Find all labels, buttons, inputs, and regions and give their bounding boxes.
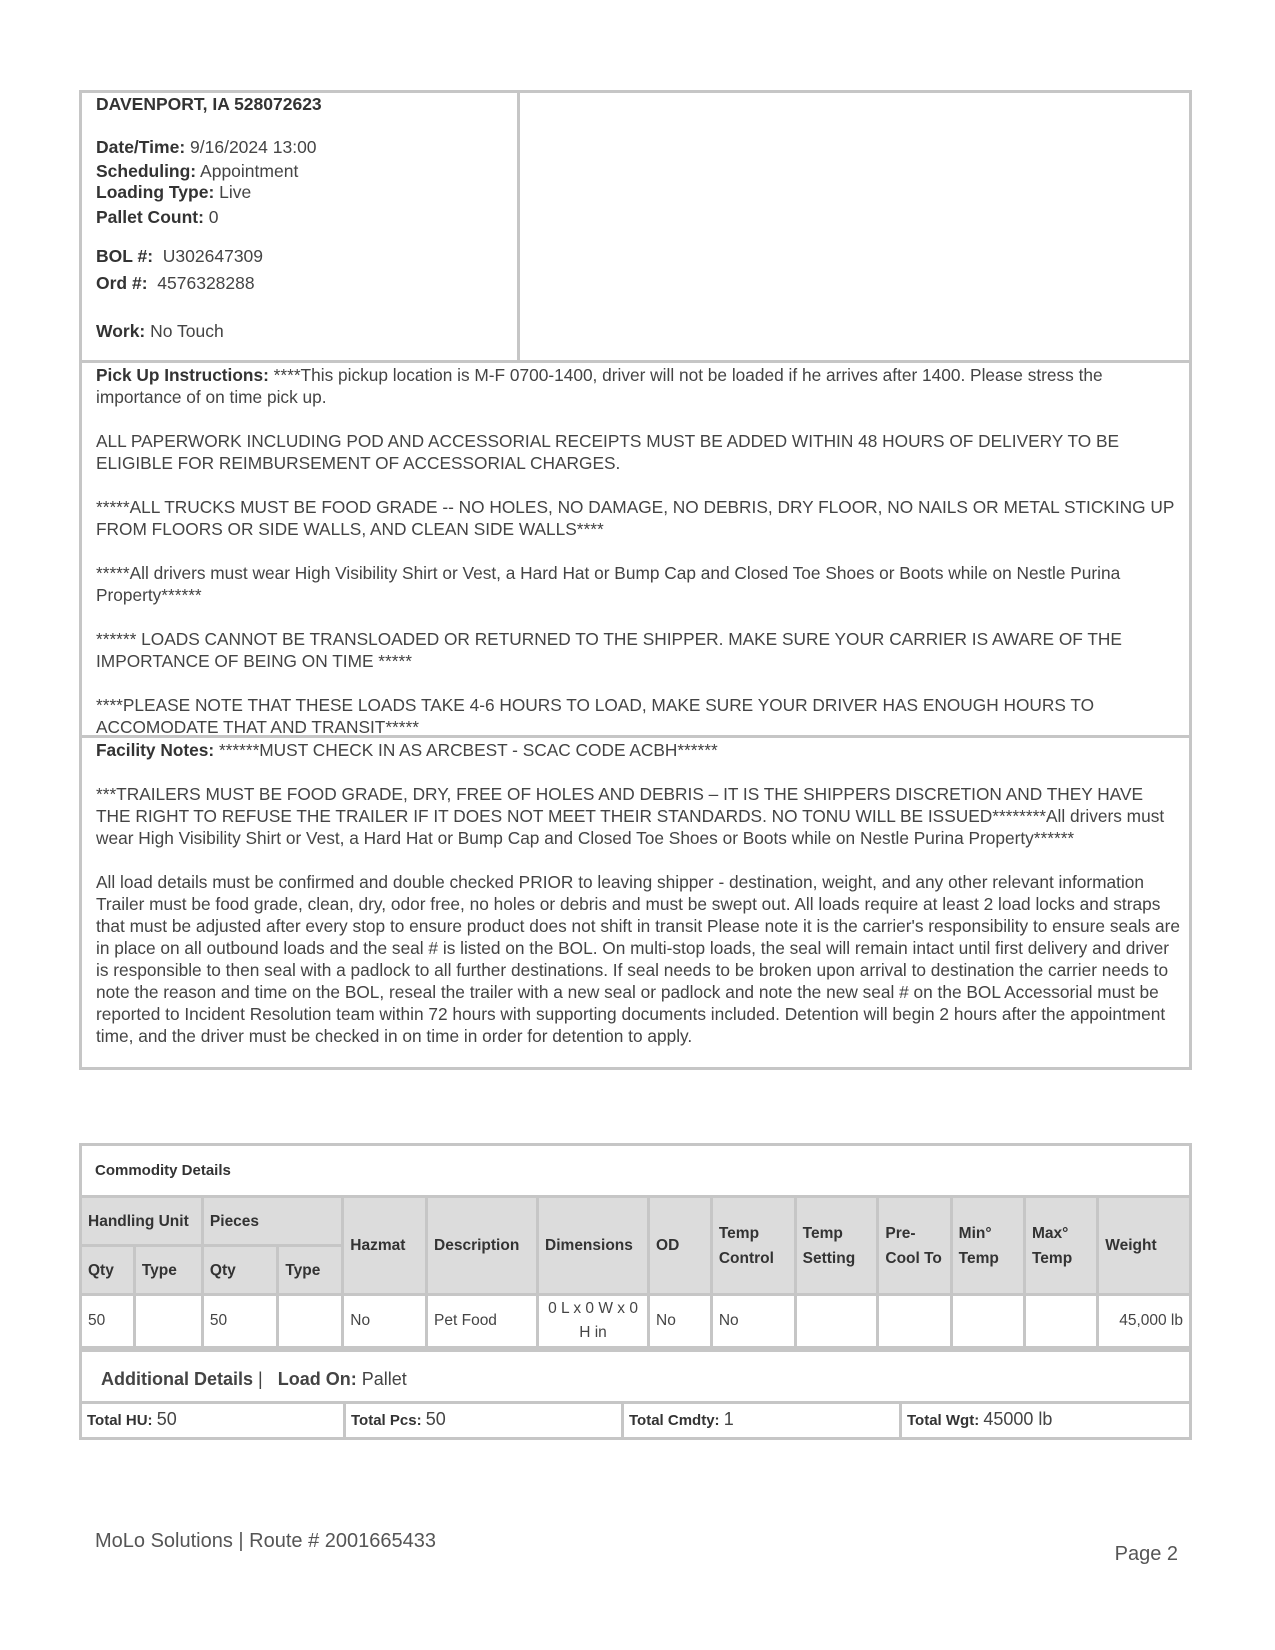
col-temp-setting: Temp Setting: [795, 1198, 878, 1295]
table-row: [82, 1295, 1189, 1348]
col-description: Description: [427, 1198, 538, 1295]
facility-paragraph: Facility Notes: ******MUST CHECK IN AS ARCBEST - SCAC CODE ACBH******: [96, 740, 718, 760]
facility-paragraph: All load details must be confirmed and double checked PRIOR to leaving shipper - destination, weight, and any other relevant information Trailer must be food grade, clean, dry, odor free, no holes or debris and must be swept out. All loads require at least 2 load locks and straps that must be adjusted after every stop to ensure product does not shift in transit Please note it is the carrier's responsibility to ensure seals are in place on all outbound loads and the seal # is listed on the BOL. On multi-stop loads, the seal will remain intact until first delivery and driver is responsible to then seal with a padlock to all further destinations. If seal needs to be broken upon arrival to destination the carrier needs to note the reason and time on the BOL, reseal the trailer with a new seal or padlock and note the new seal # on the BOL Accessorial must be reported to Incident Resolution team within 72 hours with supporting documents included. Detention will begin 2 hours after the appointment time, and the driver must be checked in on time in order for detention to apply.: [96, 872, 1180, 1046]
footer-page-number: Page 2: [1114, 1543, 1178, 1565]
cell-pcs-type: [278, 1295, 343, 1348]
commodity-title: Commodity Details: [82, 1146, 1189, 1198]
cell-hu-qty: 50: [82, 1295, 134, 1348]
stop-details-box: [79, 90, 1192, 1070]
cell-weight: 45,000 lb: [1098, 1295, 1189, 1348]
col-hazmat: Hazmat: [343, 1198, 427, 1295]
load-on-value: Pallet: [361, 1369, 407, 1389]
pickup-instructions: [82, 360, 1189, 738]
pickup-paragraph: *****ALL TRUCKS MUST BE FOOD GRADE -- NO HOLES, NO DAMAGE, NO DEBRIS, DRY FLOOR, NO NAILS OR METAL STICKING UP FROM FLOORS OR SIDE WALLS, AND CLEAN SIDE WALLS****: [96, 497, 1175, 539]
cell-pcs-qty: 50: [202, 1295, 277, 1348]
col-pcs-qty: Qty: [202, 1246, 277, 1295]
cell-pre-cool: [878, 1295, 951, 1348]
col-pre-cool: Pre-Cool To: [878, 1198, 951, 1295]
col-hu-qty: Qty: [82, 1246, 134, 1295]
total-hu: Total HU: 50: [82, 1404, 346, 1437]
col-handling-unit: Handling Unit: [82, 1198, 202, 1246]
cell-temp-setting: [795, 1295, 878, 1348]
total-wgt: Total Wgt: 45000 lb: [907, 1409, 1053, 1429]
pickup-paragraph: ****** LOADS CANNOT BE TRANSLOADED OR RETURNED TO THE SHIPPER. MAKE SURE YOUR CARRIER IS AWARE OF THE IMPORTANCE OF BEING ON TIME *****: [96, 629, 1122, 671]
additional-details-label: Additional Details: [101, 1369, 254, 1389]
footer-route: MoLo Solutions | Route # 2001665433: [95, 1530, 437, 1552]
col-min-temp: Min° Temp: [951, 1198, 1024, 1295]
cell-hazmat: No: [343, 1295, 427, 1348]
commodity-details: [79, 1143, 1192, 1440]
stop-header: [82, 93, 1189, 363]
pickup-paragraph: *****All drivers must wear High Visibility Shirt or Vest, a Hard Hat or Bump Cap and Closed Toe Shoes or Boots while on Nestle Purina Property******: [96, 563, 1121, 605]
facility-notes: [82, 735, 1189, 1070]
col-weight: Weight: [1098, 1198, 1189, 1295]
cell-dimensions: 0 L x 0 W x 0 H in: [538, 1295, 649, 1348]
col-pieces: Pieces: [202, 1198, 342, 1246]
commodity-table: [82, 1198, 1189, 1349]
stop-summary: [82, 93, 520, 360]
cell-hu-type: [134, 1295, 202, 1348]
pickup-paragraph: Pick Up Instructions: ****This pickup location is M-F 0700-1400, driver will not be loaded if he arrives after 1400. Please stress the importance of on time pick up.: [96, 365, 1103, 407]
cell-description: Pet Food: [427, 1295, 538, 1348]
stop-work: Work: No Touch: [96, 321, 224, 341]
totals-row: [82, 1404, 1189, 1437]
stop-loading-type: Loading Type: Live: [96, 182, 252, 202]
col-temp-control: Temp Control: [711, 1198, 795, 1295]
cell-max-temp: [1024, 1295, 1097, 1348]
stop-bol: BOL #: U302647309: [96, 246, 264, 266]
col-pcs-type: Type: [278, 1246, 343, 1295]
col-max-temp: Max° Temp: [1024, 1198, 1097, 1295]
stop-pallet-count: Pallet Count: 0: [96, 207, 219, 227]
col-dimensions: Dimensions: [538, 1198, 649, 1295]
additional-details: Additional Details | Load On: Pallet: [82, 1349, 1189, 1404]
stop-scheduling: Scheduling: Appointment: [96, 161, 299, 181]
cell-temp-control: No: [711, 1295, 795, 1348]
stop-order: Ord #: 4576328288: [96, 273, 255, 293]
pickup-paragraph: ALL PAPERWORK INCLUDING POD AND ACCESSORIAL RECEIPTS MUST BE ADDED WITHIN 48 HOURS OF DELIVERY TO BE ELIGIBLE FOR REIMBURSEMENT OF ACCESSORIAL CHARGES.: [96, 431, 1120, 473]
load-on-label: Load On:: [277, 1369, 357, 1389]
stop-datetime: Date/Time: 9/16/2024 13:00: [96, 137, 317, 157]
col-od: OD: [649, 1198, 712, 1295]
cell-od: No: [649, 1295, 712, 1348]
pickup-paragraph: ****PLEASE NOTE THAT THESE LOADS TAKE 4-6 HOURS TO LOAD, MAKE SURE YOUR DRIVER HAS ENOUGH HOURS TO ACCOMODATE THAT AND TRANSIT*****: [96, 695, 1095, 737]
facility-paragraph: ***TRAILERS MUST BE FOOD GRADE, DRY, FREE OF HOLES AND DEBRIS – IT IS THE SHIPPERS DISCRETION AND THEY HAVE THE RIGHT TO REFUSE THE TRAILER IF IT DOES NOT MEET THEIR STANDARDS. NO TONU WILL BE ISSUED********All drivers must wear High Visibility Shirt or Vest, a Hard Hat or Bump Cap and Closed Toe Shoes or Boots while on Nestle Purina Property******: [96, 784, 1165, 848]
table-header-row: [82, 1198, 1189, 1246]
stop-location: DAVENPORT, IA 528072623: [96, 94, 322, 114]
total-pcs: Total Pcs: 50: [346, 1404, 624, 1437]
total-cmdty: Total Cmdty: 1: [624, 1404, 902, 1437]
cell-min-temp: [951, 1295, 1024, 1348]
col-hu-type: Type: [134, 1246, 202, 1295]
